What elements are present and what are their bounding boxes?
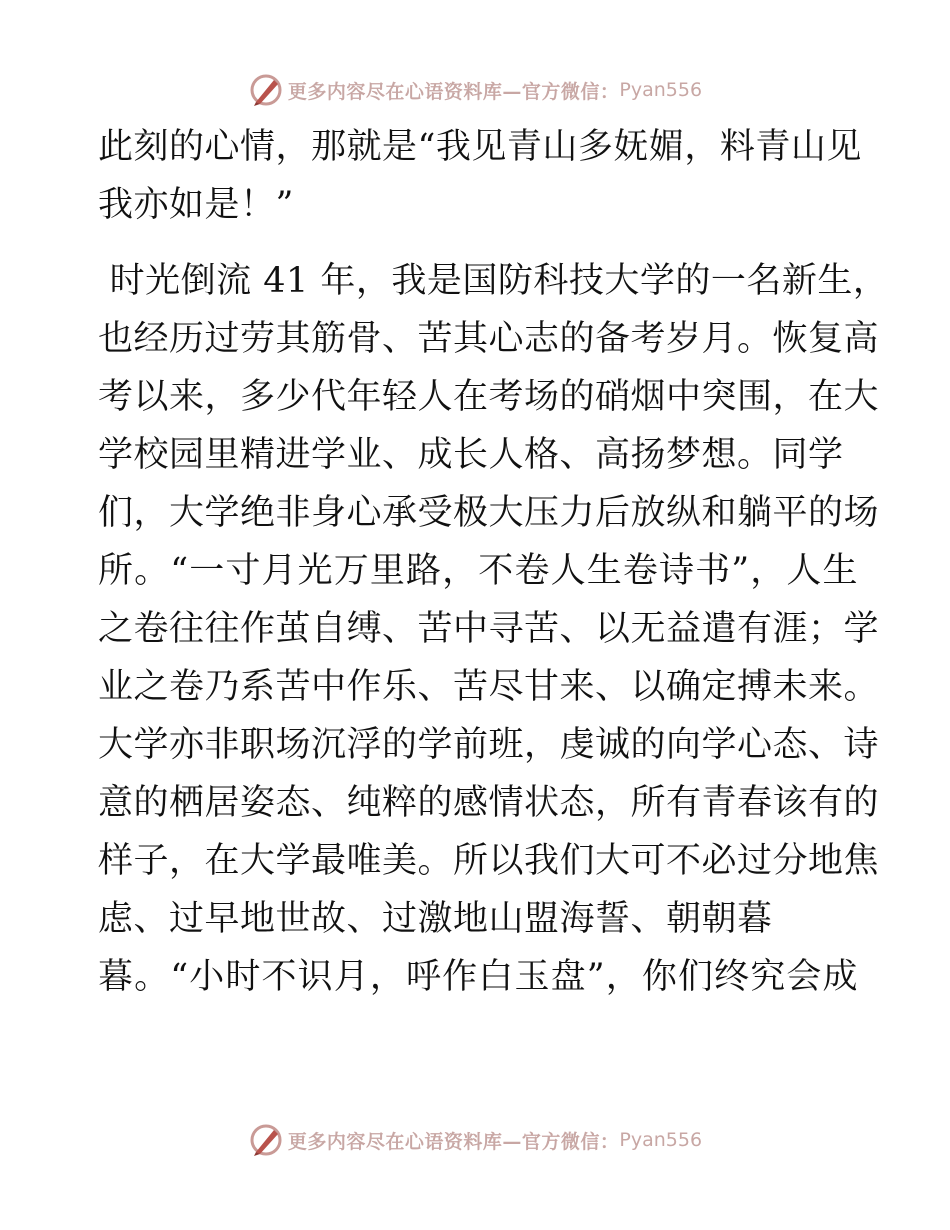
document-body: [98, 118, 889, 1006]
paragraph-2-line-3: 考以来，多少代年轻人在考场的硝烟中突围，在大: [98, 377, 880, 417]
paragraph-2-line-9: 大学亦非职场沉浮的学前班，虔诚的向学心态、诗: [98, 725, 880, 765]
paragraph-2-line-13: 暮。“小时不识月，呼作白玉盘”，你们终究会成: [98, 957, 858, 997]
paragraph-2-line-7: 之卷往往作茧自缚、苦中寻苦、以无益遣有涯；学: [98, 609, 880, 649]
banner-wechat-id: Pyan556: [619, 1129, 703, 1151]
paragraph-2-line-6: 所。“一寸月光万里路，不卷人生卷诗书”，人生: [98, 551, 858, 591]
paragraph-2-line-8: 业之卷乃系苦中作乐、苦尽甘来、以确定搏未来。: [98, 667, 880, 707]
paragraph-2-line-10: 意的栖居姿态、纯粹的感情状态，所有青春该有的: [98, 783, 880, 823]
footer-banner: [0, 1120, 950, 1160]
banner-wechat-id: Pyan556: [619, 79, 703, 101]
paragraph-2-line-2: 也经历过劳其筋骨、苦其心志的备考岁月。恢复高: [98, 319, 880, 359]
paragraph-2-line-4: 学校园里精进学业、成长人格、高扬梦想。同学: [98, 435, 844, 475]
paragraph-2-line-11: 样子，在大学最唯美。所以我们大可不必过分地焦: [98, 841, 880, 881]
paragraph-2-line-1: 时光倒流 41 年，我是国防科技大学的一名新生，: [98, 261, 889, 301]
banner-text: 更多内容尽在心语资料库—官方微信：: [287, 1130, 620, 1153]
pen-logo-icon: [248, 72, 284, 108]
paragraph-2-line-12: 虑、过早地世故、过激地山盟海誓、朝朝暮: [98, 899, 773, 939]
paragraph-1-line-2: 我亦如是！”: [98, 185, 294, 225]
paragraph-2-line-5: 们，大学绝非身心承受极大压力后放纵和躺平的场: [98, 493, 880, 533]
header-banner: [0, 70, 950, 110]
paragraph-1-line-1: 此刻的心情，那就是“我见青山多妩媚，料青山见: [98, 127, 862, 167]
pen-logo-icon: [248, 1122, 284, 1158]
banner-text: 更多内容尽在心语资料库—官方微信：: [287, 80, 620, 103]
